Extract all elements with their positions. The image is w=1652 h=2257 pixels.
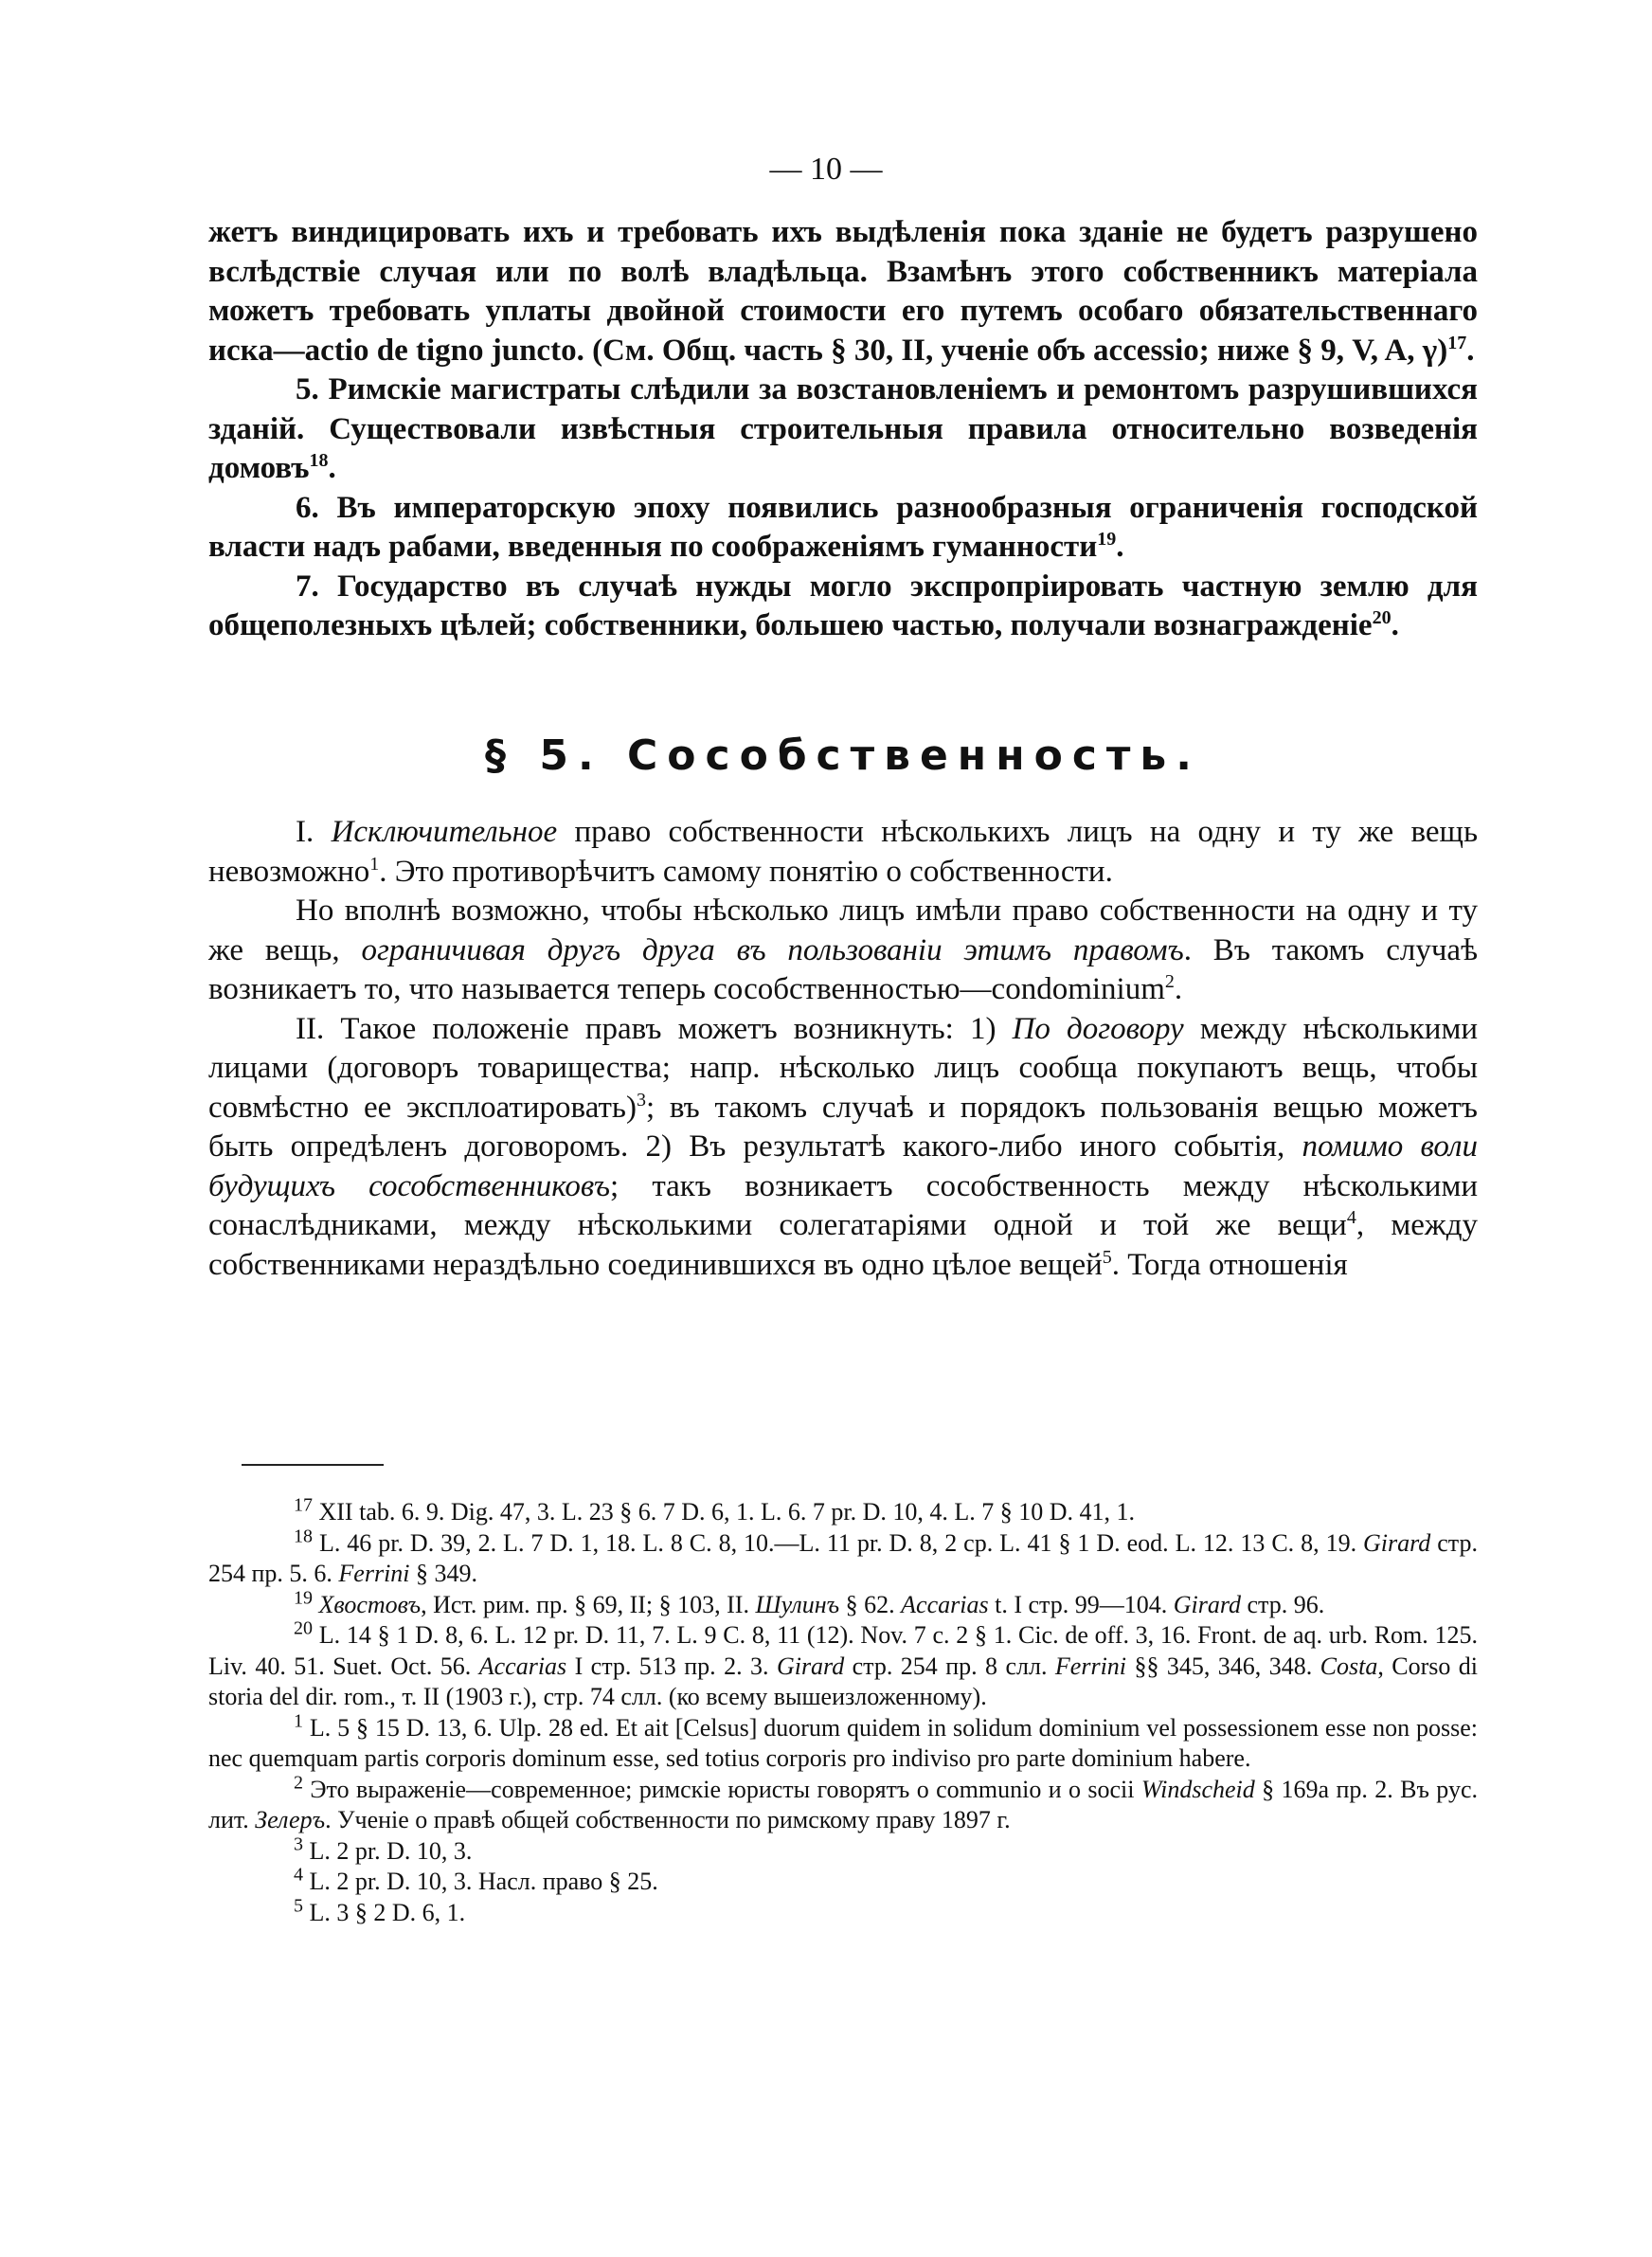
text-run: I. [296,815,332,849]
footnote-number: 5 [294,1894,303,1916]
text-run: . Это противорѣчитъ самому понятію о собственности. [379,854,1113,889]
text-run: между нѣсколькими лицами (договоръ товарищества; напр. нѣсколько лицъ сообща покупаютъ вещь, чтобы совмѣстно ее эксплоатировать) [208,1011,1478,1125]
footnote-text: стр. 254 пр. 8 слл. [844,1652,1055,1680]
author-name: Girard [1363,1528,1431,1557]
footnote-2 [208,1771,1478,1836]
section-heading: § 5. Сособственность. [485,731,1201,780]
text-run: II. Такое положеніе правъ можетъ возникнуть: 1) [296,1011,1013,1046]
footnote-1 [208,1709,1478,1775]
item-7-text: 7. Государство въ случаѣ нужды могло экспропріировать частную землю для общеполезныхъ цѣлей; собственники, большею частью, получали вознагражденіе [208,569,1478,642]
author-name: Ferrini [338,1560,410,1587]
author-name: Accarias [478,1652,567,1680]
footnote-5 [208,1894,1478,1929]
main-text [208,213,1478,1285]
emphasis-text: ограничивая другъ друга въ пользованіи этимъ правомъ [361,932,1184,967]
paragraph-1 [208,813,1478,892]
item-6-text: 6. Въ императорскую эпоху появились разнообразныя ограниченія господской власти надъ рабами, введенныя по соображеніямъ гуманности [208,490,1478,564]
footnote-text: § 349. [409,1560,478,1587]
footnote-19 [208,1586,1478,1621]
footnote-3 [208,1833,1478,1868]
footnote-text: L. 2 pr. D. 10, 3. Насл. право § 25. [303,1868,658,1895]
footnote-number: 17 [294,1494,313,1516]
text-run: . [1174,972,1183,1006]
footnote-18 [208,1525,1478,1590]
footnote-number: 20 [294,1617,313,1639]
footnote-ref: 1 [369,853,380,875]
emphasis-text: помимо воли будущихъ сособственниковъ [208,1129,1478,1203]
footnote-text: L. 3 § 2 D. 6, 1. [303,1898,466,1926]
footnote-text: L. 14 § 1 D. 8, 6. L. 12 pr. D. 11, 7. L. 9 C. 8, 11 (12). Nov. 7 c. 2 § 1. Cic. de off. 3, 16. Front. de aq. urb. Rom. 125. Liv. 40. 51. Suet. Oct. 56. [208,1621,1478,1680]
footnote-ref: 19 [1097,529,1117,550]
author-name: Хвостовъ [313,1590,422,1618]
footnote-ref: 2 [1164,971,1175,992]
emphasis-text: По договору [1012,1011,1184,1046]
page-number: — 10 — [769,152,883,187]
author-name: Girard [1173,1590,1241,1618]
footnote-text: § 62. [839,1590,902,1618]
paragraph-3 [208,1010,1478,1286]
paragraph-2 [208,892,1478,1010]
footnote-number: 1 [294,1709,303,1731]
footnote-divider [242,1464,384,1466]
footnote-ref: 3 [636,1089,646,1110]
footnote-text: t. I стр. 99—104. [988,1590,1174,1618]
footnote-ref: 18 [309,450,329,471]
footnote-text: XII tab. 6. 9. Dig. 47, 3. L. 23 § 6. 7 D. 6, 1. L. 6. 7 pr. D. 10, 4. L. 7 § 10 D. 41, 1. [313,1498,1136,1526]
author-name: Шулинъ [755,1590,840,1618]
footnote-ref: 5 [1102,1246,1112,1268]
footnote-17 [208,1494,1478,1528]
footnote-text: §§ 345, 346, 348. [1126,1652,1320,1680]
text-run: право собственности нѣсколькихъ лицъ на одну и ту же вещь невозможно [208,815,1478,889]
text-run: , между собственниками нераздѣльно соединившихся въ одно цѣлое вещей [208,1208,1478,1282]
emphasis-text: Исключительное [331,815,558,849]
footnote-20 [208,1617,1479,1713]
footnote-number: 2 [294,1771,303,1793]
intro-text: жетъ виндицировать ихъ и требовать ихъ выдѣленія пока зданіе не будетъ разрушено вслѣдствіе случая или по волѣ владѣльца. Взамѣнъ этого собственникъ матеріала можетъ требовать уплаты двойной стоимости его путемъ особаго обязательственнаго иска—actio de tigno juncto. (См. Общ. часть § 30, II, ученіе объ accessio; ниже § 9, V, A, γ) [208,215,1478,368]
intro-paragraph: жетъ виндицировать ихъ и требовать ихъ выдѣленія пока зданіе не будетъ разрушено вслѣдствіе случая или по волѣ владѣльца. Взамѣнъ этого собственникъ матеріала можетъ требовать уплаты двойной стоимости его путемъ особаго обязательственнаго иска—actio de tigno juncto. (См. Общ. часть § 30, II, ученіе объ accessio; ниже § 9, V, A, γ)$^{17}$. [208,215,1478,368]
author-name: Girard [776,1652,845,1680]
text-run: . Въ такомъ случаѣ возникаетъ то, что называется теперь сособственностью—condominium [208,932,1478,1006]
footnote-text: . Ученіе о правѣ общей собственности по римскому праву 1897 г. [325,1806,1011,1833]
section-body [208,813,1478,1285]
item-7-paragraph: 7. Государство въ случаѣ нужды могло экспропріировать частную землю для общеполезныхъ цѣлей; собственники, большею частью, получали вознагражденіе$^{20}$. [208,569,1478,642]
footnote-number: 18 [294,1525,313,1546]
footnote-text: I стр. 513 пр. 2. 3. [566,1652,777,1680]
footnote-text: , Corso di storia del dir. rom., т. II (1903 г.), стр. 74 слл. (ко всему вышеизложенному). [208,1652,1479,1710]
author-name: Ferrini [1054,1652,1127,1680]
text-run: ; такъ возникаетъ сособственность между нѣсколькими сонаслѣдниками, между нѣсколькими солегатаріями одной и той же вещи [208,1168,1478,1242]
author-name: Costa [1320,1652,1378,1680]
footnote-4 [208,1864,1478,1898]
footnote-text: стр. 254 пр. 5. 6. [208,1528,1478,1587]
footnote-ref: 20 [1372,607,1392,628]
footnote-ref: 4 [1346,1207,1356,1228]
footnote-text: L. 5 § 15 D. 13, 6. Ulp. 28 ed. Et ait [Celsus] duorum quidem in solidum dominium vel possessionem esse non posse: nec quemquam partis corporis dominum esse, sed totius corporis pro indiviso pro parte dominium habere. [208,1713,1478,1772]
footnote-ref: 17 [1447,332,1467,353]
item-5-text: 5. Римскіе магистраты слѣдили за возстановленіемъ и ремонтомъ разрушившихся зданій. Существовали извѣстныя строительныя правила относительно возведенія домовъ [208,372,1478,485]
footnotes [208,1494,1479,1928]
item-6-paragraph: 6. Въ императорскую эпоху появились разнообразныя ограниченія господской власти надъ рабами, введенныя по соображеніямъ гуманности$^{19}$. [208,490,1478,564]
footnote-text: стр. 96. [1240,1590,1325,1618]
item-5-paragraph: 5. Римскіе магистраты слѣдили за возстановленіемъ и ремонтомъ разрушившихся зданій. Существовали извѣстныя строительныя правила относительно возведенія домовъ$^{18}$. [208,372,1478,485]
text-run: ; въ такомъ случаѣ и порядокъ пользованія вещью можетъ быть опредѣленъ договоромъ. 2) Въ результатѣ какого-либо иного событія, [208,1090,1478,1164]
footnote-number: 4 [294,1864,303,1886]
footnote-text: Это выраженіе—современное; римскіе юристы говорятъ о communio и о socii [303,1775,1141,1803]
author-name: Зелеръ [255,1806,326,1833]
footnote-text: § 169a пр. 2. Въ рус. лит. [208,1775,1478,1833]
author-name: Windscheid [1140,1775,1255,1803]
footnote-number: 19 [294,1586,313,1608]
footnote-text: L. 46 pr. D. 39, 2. L. 7 D. 1, 18. L. 8 C. 8, 10.—L. 11 pr. D. 8, 2 ср. L. 41 § 1 D. eod. L. 12. 13 C. 8, 19. [313,1528,1364,1557]
footnote-number: 3 [294,1833,303,1854]
footnote-text: L. 2 pr. D. 10, 3. [303,1836,473,1865]
text-run: Но вполнѣ возможно, чтобы нѣсколько лицъ имѣли право собственности на одну и ту же вещь, [208,894,1478,967]
author-name: Accarias [901,1590,989,1618]
footnote-text: , Ист. рим. пр. § 69, II; § 103, II. [421,1590,756,1618]
text-run: . Тогда отношенія [1111,1247,1348,1282]
